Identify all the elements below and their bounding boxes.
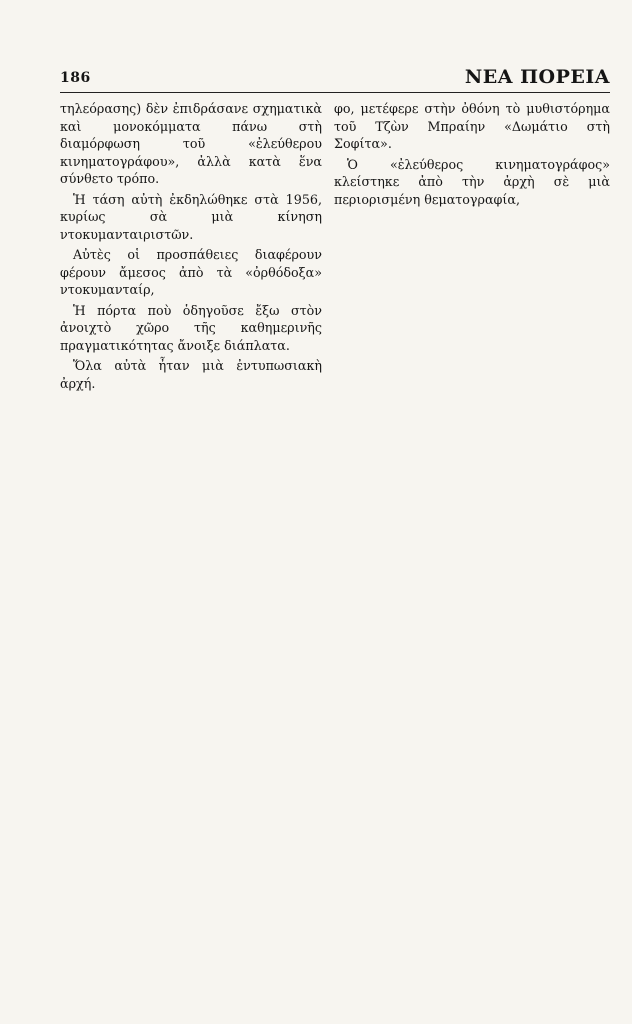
paragraph: Ἡ πόρτα ποὺ ὁδηγοῦσε ἔξω στὸν ἀνοιχτὸ χῶρο τῆς καθημερινῆς πραγματικότητας ἄνοιξε διάπλατα. bbox=[60, 302, 322, 353]
paragraph: Ὅλα αὐτὰ ἦταν μιὰ ἐντυπωσιακὴ ἀρχή. bbox=[60, 358, 322, 391]
left-column bbox=[60, 100, 322, 1010]
page-number: 186 bbox=[60, 70, 91, 86]
paragraph: Ὁ «ἐλεύθερος κινηματογράφος» κλείστηκε ἀπὸ τὴν ἀρχὴ σὲ μιὰ περιορισμένη θεματογραφία, bbox=[334, 156, 610, 207]
right-column bbox=[334, 100, 610, 1010]
paragraph: Αὐτὲς οἱ προσπάθειες διαφέρουν φέρουν ἄμεσος ἀπὸ τὰ «ὀρθόδοξα» ντοκυμανταίρ, bbox=[60, 247, 322, 297]
running-title: ΝΕΑ ΠΟΡΕΙΑ bbox=[464, 66, 610, 88]
page-header bbox=[60, 52, 610, 93]
paragraph: τηλεόρασης) δὲν ἐπιδράσανε σχηματικὰ καὶ μονοκόμματα πάνω στὴ διαμόρφωση τοῦ «ἐλεύθερου κινηματογράφου», ἀλλὰ κατὰ ἕνα σύνθετο τρόπο. bbox=[60, 101, 322, 186]
paragraph: Ἡ τάση αὐτὴ ἐκδηλώθηκε στὰ 1956, κυρίως σὰ μιὰ κίνηση ντοκυμανταιριστῶν. bbox=[60, 191, 322, 242]
paragraph: φο, μετέφερε στὴν ὀθόνη τὸ μυθιστόρημα τοῦ Τζὼν Μπραίην «Δωμάτιο στὴ Σοφίτα». bbox=[334, 101, 610, 151]
